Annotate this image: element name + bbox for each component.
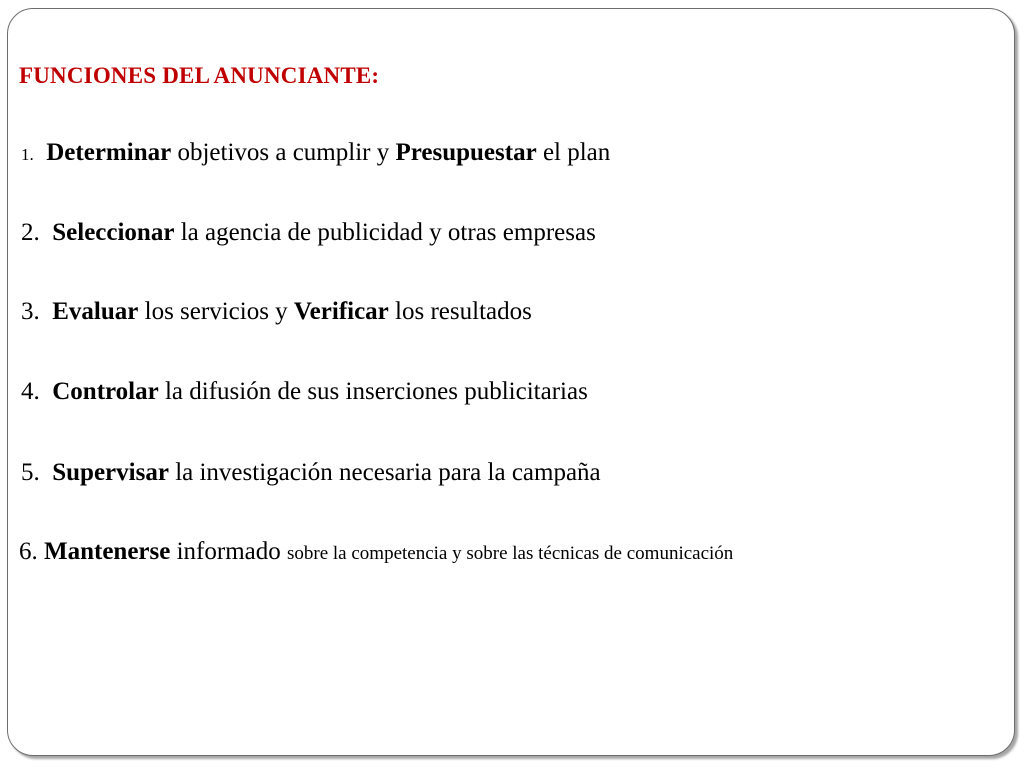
item-verb: Mantenerse bbox=[44, 538, 171, 565]
item-verb: Seleccionar bbox=[52, 219, 175, 246]
list-item-4 bbox=[21, 379, 588, 404]
item-verb: Determinar bbox=[46, 139, 172, 166]
list-item-2 bbox=[21, 220, 596, 245]
item-text-2: los resultados bbox=[388, 298, 532, 325]
item-text: la agencia de publicidad y otras empresas bbox=[174, 219, 596, 246]
item-number: 1. bbox=[21, 145, 34, 164]
list-item-1 bbox=[21, 140, 610, 165]
list-item-5 bbox=[21, 460, 601, 485]
item-verb: Evaluar bbox=[52, 298, 139, 325]
item-text: la investigación necesaria para la campaña bbox=[168, 459, 601, 486]
item-number: 5. bbox=[21, 459, 40, 486]
item-number: 3. bbox=[21, 298, 40, 325]
item-text: los servicios y bbox=[138, 298, 294, 325]
item-verb: Supervisar bbox=[52, 459, 169, 486]
item-text: objetivos a cumplir y bbox=[171, 139, 396, 166]
item-number: 6. bbox=[19, 538, 38, 565]
item-verb-2: Presupuestar bbox=[395, 139, 537, 166]
list-item-6 bbox=[19, 539, 733, 564]
item-text-small: sobre la competencia y sobre las técnicas de comunicación bbox=[286, 543, 734, 564]
item-text-2: el plan bbox=[536, 139, 611, 166]
slide-frame bbox=[7, 8, 1015, 756]
item-text: la difusión de sus inserciones publicitarias bbox=[158, 378, 588, 405]
item-number: 2. bbox=[21, 219, 40, 246]
item-verb: Controlar bbox=[52, 378, 159, 405]
item-text: informado bbox=[170, 538, 287, 565]
list-item-3 bbox=[21, 299, 532, 324]
item-number: 4. bbox=[21, 378, 40, 405]
slide-title: FUNCIONES DEL ANUNCIANTE: bbox=[19, 63, 380, 88]
item-verb-2: Verificar bbox=[293, 298, 389, 325]
